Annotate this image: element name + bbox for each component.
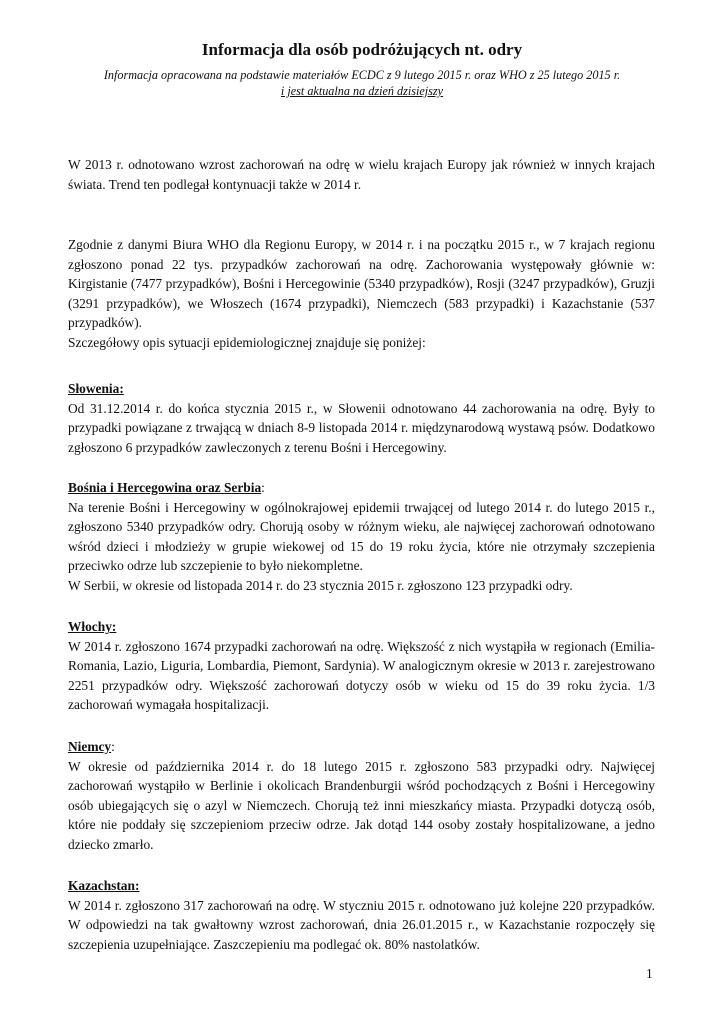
- section-heading-bosnia: Bośnia i Hercegowina oraz Serbia: [68, 480, 262, 495]
- section-heading-italy: Włochy:: [68, 619, 117, 634]
- section-text-slovenia: Od 31.12.2014 r. do końca stycznia 2015 r., w Słowenii odnotowano 44 zachorowania na odrę. Były to przypadki powiązane z trwającą w dniach 8-9 listopada 2014 r. międzynarodową wystawą psów. Dodatkowo zgłoszono 6 przypadków zawleczonych z terenu Bośni i Hercegowiny.: [68, 400, 655, 455]
- document-title: Informacja dla osób podróżujących nt. odry: [201, 40, 523, 59]
- section-text-serbia: W Serbii, w okresie od listopada 2014 r. do 23 stycznia 2015 r. zgłoszono 123 przypadki odry.: [68, 577, 573, 593]
- section-heading-kazakhstan: Kazachstan:: [68, 878, 140, 893]
- intro-paragraph-1: [68, 155, 655, 194]
- intro-paragraph-2: [68, 235, 655, 353]
- section-heading-bosnia-suffix: :: [261, 480, 265, 495]
- subtitle-line-1: Informacja opracowana na podstawie materiałów ECDC z 9 lutego 2015 r. oraz WHO z 25 lutego 2015 r.: [103, 68, 621, 82]
- subtitle-line-2: i jest aktualna na dzień dzisiejszy: [280, 84, 444, 98]
- section-heading-germany-suffix: :: [111, 739, 115, 754]
- section-heading-germany: Niemcy: [68, 739, 112, 754]
- intro-paragraph-2-text: Zgodnie z danymi Biura WHO dla Regionu Europy, w 2014 r. i na początku 2015 r., w 7 krajach regionu zgłoszono ponad 22 tys. przypadków zachorowań na odrę. Zachorowania występowały głównie w: Kirgistanie (7477 przypadków), Bośni i Hercegowinie (5340 przypadków), Rosji (3247 przypadków), Gruzji (3291 przypadków), we Włoszech (1674 przypadki), Niemczech (583 przypadki) i Kazachstanie (537 przypadków).: [68, 237, 655, 331]
- document-subtitle: [60, 67, 664, 99]
- section-kazakhstan: [68, 876, 655, 954]
- page-number: 1: [646, 966, 653, 981]
- section-heading-slovenia: Słowenia:: [68, 381, 124, 396]
- intro-paragraph-3-text: Szczegółowy opis sytuacji epidemiologicznej znajduje się poniżej:: [68, 334, 426, 350]
- section-text-kazakhstan: W 2014 r. zgłoszono 317 zachorowań na odrę. W styczniu 2015 r. odnotowano już kolejne 220 przypadków. W odpowiedzi na tak gwałtowny wzrost zachorowań, dnia 26.01.2015 r., w Kazachstanie rozpoczęły się szczepienia uzupełniające. Zaszczepieniu ma podlegać ok. 80% nastolatków.: [68, 897, 655, 952]
- section-bosnia-serbia: [68, 478, 655, 596]
- section-text-bosnia: Na terenie Bośni i Hercegowiny w ogólnokrajowej epidemii trwającej od lutego 2014 r. do lutego 2015 r., zgłoszono 5340 przypadków odry. Chorują osoby w różnym wieku, ale najwięcej zachorowań odnotowano wśród dzieci i młodzieży w grupie wiekowej od 15 do 19 roku życia, które nie otrzymały szczepienia przeciwko odrze lub szczepienie to było niekompletne.: [68, 499, 655, 574]
- section-italy: [68, 617, 655, 715]
- section-text-italy: W 2014 r. zgłoszono 1674 przypadki zachorowań na odrę. Większość z nich wystąpiła w regionach (Emilia-Romania, Lazio, Liguria, Lombardia, Piemont, Sardynia). W analogicznym okresie w 2013 r. zarejestrowano 2251 przypadków odry. Większość zachorowań dotyczy osób w wieku od 15 do 39 roku życia. 1/3 zachorowań wymagała hospitalizacji.: [68, 638, 655, 713]
- section-slovenia: [68, 379, 655, 457]
- intro-paragraph-1-text: W 2013 r. odnotowano wzrost zachorowań na odrę w wielu krajach Europy jak również w innych krajach świata. Trend ten podlegał kontynuacji także w 2014 r.: [68, 157, 655, 192]
- section-text-germany: W okresie od października 2014 r. do 18 lutego 2015 r. zgłoszono 583 przypadki odry. Najwięcej zachorowań wystąpiło w Berlinie i okolicach Brandenburgii wśród pochodzących z Bośni i Hercegowiny osób ubiegających się o azyl w Niemczech. Chorują też inni mieszkańcy miasta. Przypadki dotyczą osób, które nie poddały się szczepieniom przeciw odrze. Jak dotąd 144 osoby zostały hospitalizowane, a jedno dziecko zmarło.: [68, 758, 655, 852]
- section-germany: [68, 737, 655, 855]
